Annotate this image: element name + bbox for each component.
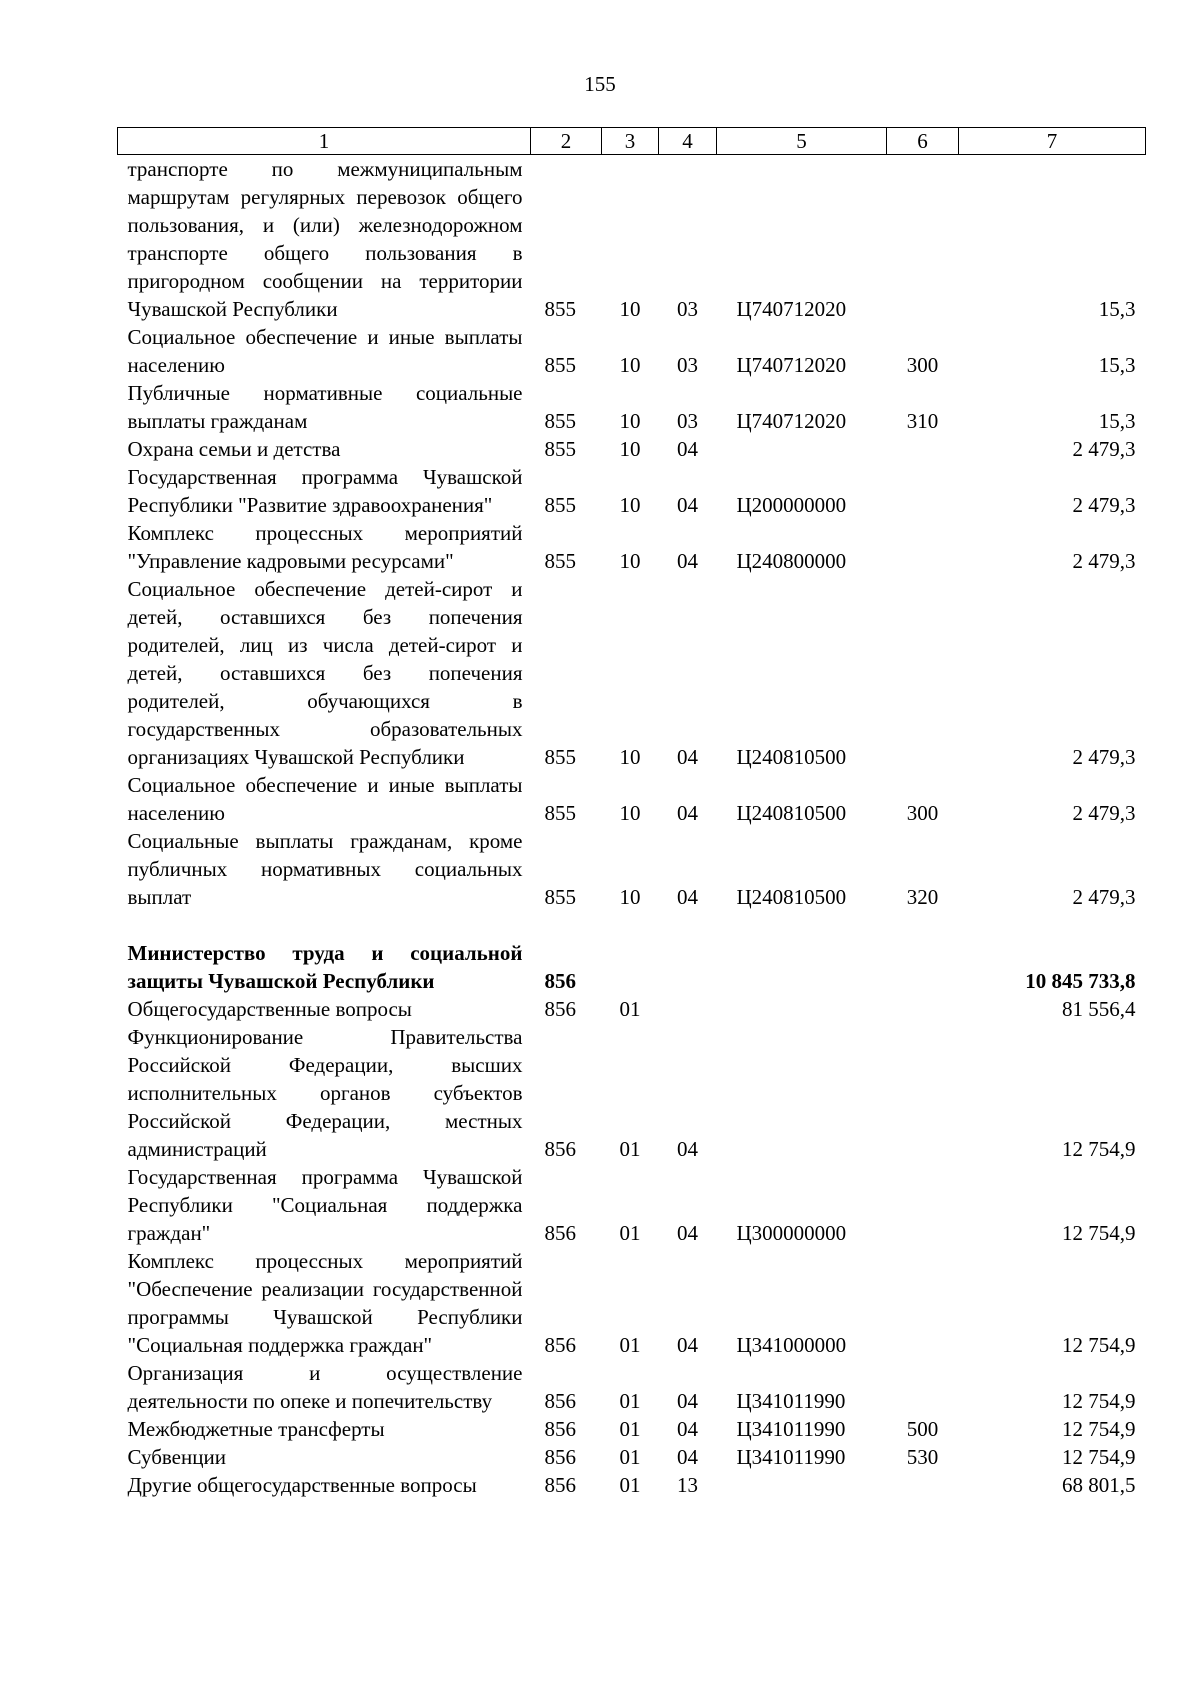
row-target-article: Ц240800000 xyxy=(736,549,847,573)
row-subsection xyxy=(659,995,717,1023)
table-row xyxy=(118,771,1146,827)
row-expense-type xyxy=(887,939,959,995)
row-amount: 12 754,9 xyxy=(1062,1333,1136,1357)
row-subsection: 04 xyxy=(677,801,698,825)
row-expense-type: 300 xyxy=(906,353,939,377)
row-target-article: Ц341011990 xyxy=(736,1417,846,1441)
table-row xyxy=(118,1247,1146,1359)
row-admin-code: 856 xyxy=(544,1137,576,1161)
row-amount: 2 479,3 xyxy=(1072,493,1136,517)
row-name: Социальные выплаты гражданам, кроме публичных нормативных социальных выплат xyxy=(127,829,523,909)
row-admin-code: 855 xyxy=(544,493,576,517)
row-name: Публичные нормативные социальные выплаты гражданам xyxy=(127,381,523,433)
row-name: Государственная программа Чувашской Республики "Социальная поддержка граждан" xyxy=(127,1165,523,1245)
row-section: 01 xyxy=(619,1221,641,1245)
row-subsection: 03 xyxy=(677,353,698,377)
row-target-article xyxy=(717,939,887,995)
page-number: 155 xyxy=(584,72,616,96)
row-amount: 15,3 xyxy=(1098,297,1136,321)
row-subsection: 04 xyxy=(677,437,698,461)
row-expense-type xyxy=(887,1023,959,1163)
table-row xyxy=(118,827,1146,911)
row-target-article: Ц740712020 xyxy=(736,297,847,321)
row-section: 01 xyxy=(619,1333,641,1357)
row-subsection: 04 xyxy=(677,1221,698,1245)
table-row xyxy=(118,323,1146,379)
row-section: 10 xyxy=(619,493,641,517)
row-subsection: 04 xyxy=(677,885,698,909)
row-admin-code: 856 xyxy=(544,997,576,1021)
row-section: 01 xyxy=(619,1389,641,1413)
row-subsection: 03 xyxy=(677,409,698,433)
header-col-6: 6 xyxy=(887,128,959,155)
row-target-article: Ц341011990 xyxy=(736,1445,846,1469)
row-expense-type: 530 xyxy=(906,1445,939,1469)
row-target-article xyxy=(717,995,887,1023)
row-name: Другие общегосударственные вопросы xyxy=(127,1473,477,1497)
row-amount: 15,3 xyxy=(1098,409,1136,433)
row-amount: 2 479,3 xyxy=(1072,549,1136,573)
row-expense-type xyxy=(887,575,959,771)
row-amount: 2 479,3 xyxy=(1072,885,1136,909)
row-name: Субвенции xyxy=(127,1445,226,1469)
row-admin-code: 855 xyxy=(544,801,576,825)
row-section: 10 xyxy=(619,437,641,461)
row-admin-code: 856 xyxy=(544,1333,576,1357)
header-col-4: 4 xyxy=(659,128,717,155)
table-body xyxy=(118,155,1146,1500)
row-section: 10 xyxy=(619,801,641,825)
row-section: 10 xyxy=(619,549,641,573)
row-amount: 12 754,9 xyxy=(1062,1137,1136,1161)
row-section: 10 xyxy=(619,353,641,377)
row-admin-code: 855 xyxy=(544,885,576,909)
row-target-article xyxy=(717,435,887,463)
row-name: Министерство труда и социальной защиты Чувашской Республики xyxy=(127,941,523,993)
spacer-cell xyxy=(118,911,1146,939)
row-target-article: Ц240810500 xyxy=(736,801,847,825)
row-subsection xyxy=(659,939,717,995)
row-amount: 12 754,9 xyxy=(1062,1221,1136,1245)
row-amount: 12 754,9 xyxy=(1062,1417,1136,1441)
row-admin-code: 855 xyxy=(544,297,576,321)
row-expense-type xyxy=(887,155,959,324)
row-name: Государственная программа Чувашской Республики "Развитие здравоохранения" xyxy=(127,465,523,517)
row-target-article: Ц240810500 xyxy=(736,745,847,769)
row-admin-code: 855 xyxy=(544,745,576,769)
row-expense-type xyxy=(887,1163,959,1247)
row-expense-type xyxy=(887,995,959,1023)
row-admin-code: 856 xyxy=(544,969,576,993)
row-name: Социальное обеспечение и иные выплаты населению xyxy=(127,325,523,377)
row-section: 10 xyxy=(619,409,641,433)
row-amount: 2 479,3 xyxy=(1072,801,1136,825)
row-subsection: 03 xyxy=(677,297,698,321)
header-row xyxy=(118,128,1146,155)
row-name: Межбюджетные трансферты xyxy=(127,1417,385,1441)
row-admin-code: 855 xyxy=(544,549,576,573)
row-expense-type xyxy=(887,1247,959,1359)
table-row xyxy=(118,939,1146,995)
row-expense-type xyxy=(887,519,959,575)
table-row xyxy=(118,1163,1146,1247)
header-col-3: 3 xyxy=(602,128,659,155)
row-amount: 2 479,3 xyxy=(1072,437,1136,461)
row-admin-code: 856 xyxy=(544,1417,576,1441)
row-target-article: Ц740712020 xyxy=(736,409,847,433)
row-amount: 10 845 733,8 xyxy=(1025,969,1136,993)
table-row xyxy=(118,1415,1146,1443)
table-row xyxy=(118,1471,1146,1499)
row-admin-code: 856 xyxy=(544,1221,576,1245)
row-expense-type xyxy=(887,1359,959,1415)
row-name: Общегосударственные вопросы xyxy=(127,997,412,1021)
row-section: 01 xyxy=(619,1445,641,1469)
row-amount: 15,3 xyxy=(1098,353,1136,377)
row-name: Охрана семьи и детства xyxy=(127,437,341,461)
row-expense-type: 310 xyxy=(906,409,939,433)
header-col-2: 2 xyxy=(531,128,602,155)
row-subsection: 13 xyxy=(677,1473,698,1497)
row-target-article: Ц740712020 xyxy=(736,353,847,377)
table-row xyxy=(118,435,1146,463)
row-subsection: 04 xyxy=(677,1389,698,1413)
row-name: Комплекс процессных мероприятий "Обеспечение реализации государственной программы Чувашской Республики "Социальная поддержка граждан" xyxy=(127,1249,523,1357)
row-section: 01 xyxy=(619,1137,641,1161)
table-row xyxy=(118,1359,1146,1415)
header-col-7: 7 xyxy=(959,128,1146,155)
row-amount: 2 479,3 xyxy=(1072,745,1136,769)
row-amount: 12 754,9 xyxy=(1062,1389,1136,1413)
row-section: 10 xyxy=(619,297,641,321)
table-row xyxy=(118,575,1146,771)
table-row xyxy=(118,1443,1146,1471)
row-expense-type xyxy=(887,463,959,519)
table-row xyxy=(118,519,1146,575)
header-col-1: 1 xyxy=(118,128,531,155)
row-admin-code: 855 xyxy=(544,409,576,433)
row-admin-code: 856 xyxy=(544,1473,576,1497)
row-section: 10 xyxy=(619,885,641,909)
row-subsection: 04 xyxy=(677,1445,698,1469)
spacer-row xyxy=(118,911,1146,939)
table-row xyxy=(118,379,1146,435)
row-target-article: Ц341000000 xyxy=(736,1333,847,1357)
table-row xyxy=(118,995,1146,1023)
row-section: 01 xyxy=(619,1417,641,1441)
row-name: Социальное обеспечение и иные выплаты населению xyxy=(127,773,523,825)
row-expense-type xyxy=(887,1471,959,1499)
row-name: транспорте по межмуниципальным маршрутам регулярных перевозок общего пользования, и (или) железнодорожном транспорте общего пользования в пригородном сообщении на территории Чувашской Республики xyxy=(127,157,523,321)
row-target-article: Ц341011990 xyxy=(736,1389,846,1413)
row-expense-type xyxy=(887,435,959,463)
table-row xyxy=(118,1023,1146,1163)
row-subsection: 04 xyxy=(677,549,698,573)
row-name: Комплекс процессных мероприятий "Управление кадровыми ресурсами" xyxy=(127,521,523,573)
row-admin-code: 855 xyxy=(544,353,576,377)
row-subsection: 04 xyxy=(677,1137,698,1161)
row-target-article xyxy=(717,1023,887,1163)
budget-table xyxy=(117,127,1146,1499)
row-expense-type: 500 xyxy=(906,1417,939,1441)
row-name: Функционирование Правительства Российской Федерации, высших исполнительных органов субъектов Российской Федерации, местных администраций xyxy=(127,1025,523,1161)
row-admin-code: 855 xyxy=(544,437,576,461)
row-admin-code: 856 xyxy=(544,1445,576,1469)
row-target-article: Ц200000000 xyxy=(736,493,847,517)
row-section: 10 xyxy=(619,745,641,769)
row-expense-type: 300 xyxy=(906,801,939,825)
row-subsection: 04 xyxy=(677,493,698,517)
table-row xyxy=(118,463,1146,519)
row-admin-code: 856 xyxy=(544,1389,576,1413)
row-section: 01 xyxy=(619,1473,641,1497)
header-col-5: 5 xyxy=(717,128,887,155)
row-expense-type: 320 xyxy=(906,885,939,909)
row-amount: 12 754,9 xyxy=(1062,1445,1136,1469)
row-target-article: Ц300000000 xyxy=(736,1221,847,1245)
row-target-article: Ц240810500 xyxy=(736,885,847,909)
row-amount: 81 556,4 xyxy=(1062,997,1136,1021)
row-subsection: 04 xyxy=(677,1333,698,1357)
row-name: Социальное обеспечение детей-сирот и детей, оставшихся без попечения родителей, лиц из числа детей-сирот и детей, оставшихся без попечения родителей, обучающихся в государственных образовательных организациях Чувашской Республики xyxy=(127,577,523,769)
table-row xyxy=(118,155,1146,324)
row-section: 01 xyxy=(619,997,641,1021)
row-subsection: 04 xyxy=(677,1417,698,1441)
row-subsection: 04 xyxy=(677,745,698,769)
row-name: Организация и осуществление деятельности по опеке и попечительству xyxy=(127,1361,523,1413)
row-section xyxy=(602,939,659,995)
row-amount: 68 801,5 xyxy=(1062,1473,1136,1497)
table-header xyxy=(118,128,1146,155)
row-target-article xyxy=(717,1471,887,1499)
